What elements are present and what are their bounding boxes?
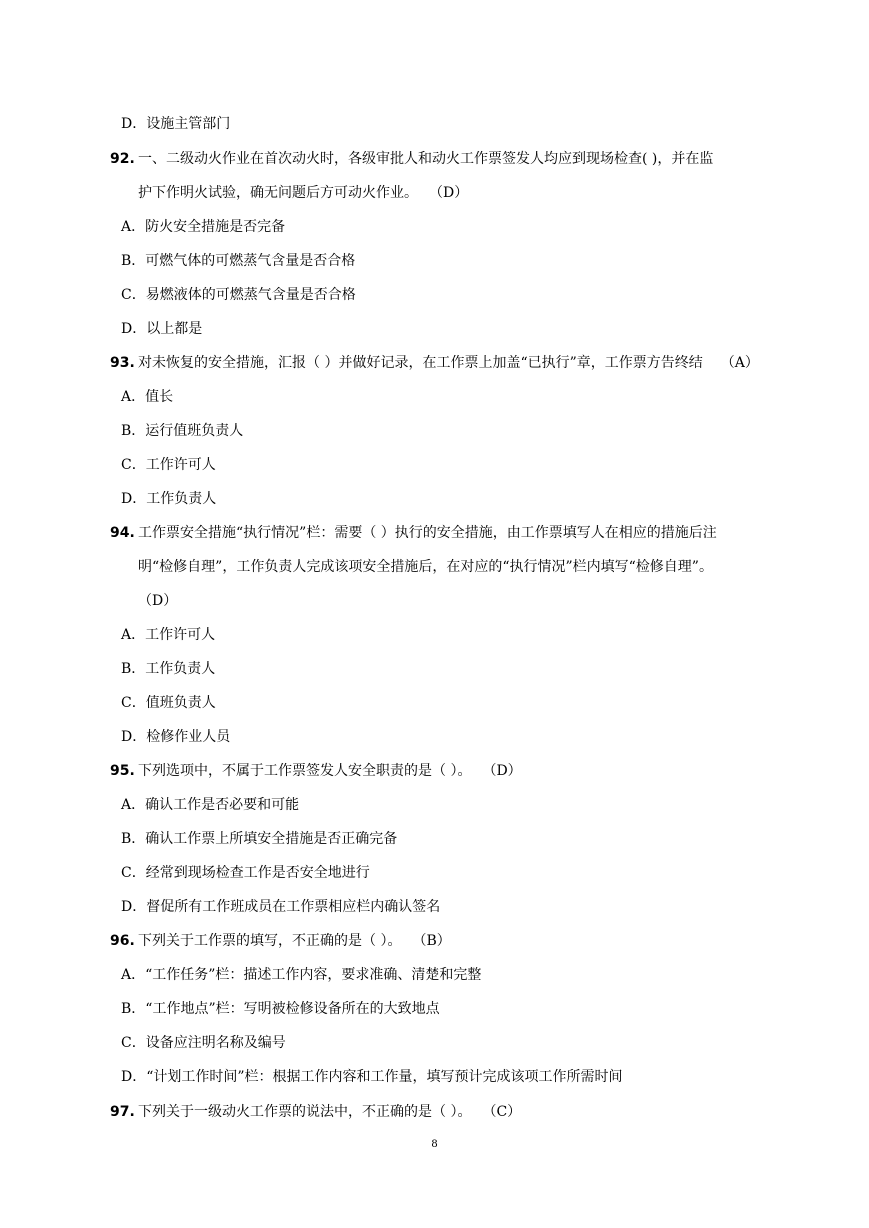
option-text: D．以上都是 (121, 321, 203, 337)
option-text: D．设施主管部门 (121, 116, 231, 132)
option-text: B．可燃气体的可燃蒸气含量是否合格 (121, 253, 356, 269)
answer-key: （A） (720, 355, 759, 371)
question-number: 95. (110, 763, 135, 779)
question-text: 一、二级动火作业在首次动火时，各级审批人和动火工作票签发人均应到现场检查( )，并在监 (138, 151, 714, 167)
question-line (0, 148, 869, 170)
option-line (0, 454, 869, 476)
option-line (0, 726, 869, 748)
option-text: B．运行值班负责人 (121, 423, 244, 439)
option-text: D．督促所有工作班成员在工作票相应栏内确认签名 (121, 899, 441, 915)
answer-key: （D） (489, 763, 522, 779)
option-text: C．易燃液体的可燃蒸气含量是否合格 (121, 287, 356, 303)
question-text: 下列选项中，不属于工作票签发人安全职责的是（ ）。 (138, 763, 472, 779)
option-line (0, 624, 869, 646)
option-text: D．检修作业人员 (121, 729, 231, 745)
option-line (0, 794, 869, 816)
question-line (0, 1101, 869, 1123)
option-line (0, 113, 869, 135)
answer-key: （C） (489, 1104, 522, 1120)
question-text: 下列关于一级动火工作票的说法中，不正确的是（ ）。 (138, 1104, 472, 1120)
option-line (0, 386, 869, 408)
option-text: B．确认工作票上所填安全措施是否正确完备 (121, 831, 398, 847)
option-text: D．工作负责人 (121, 491, 217, 507)
option-line (0, 420, 869, 442)
option-line (0, 896, 869, 918)
question-text: 工作票安全措施“执行情况”栏：需要（ ）执行的安全措施，由工作票填写人在相应的措施后注 (138, 525, 717, 541)
option-text: A．工作许可人 (121, 627, 216, 643)
answer-key: （B） (419, 933, 451, 949)
answer-key: （D） (436, 185, 469, 201)
question-number: 92. (110, 151, 135, 167)
question-number: 97. (110, 1104, 135, 1120)
option-line (0, 488, 869, 510)
option-line (0, 1032, 869, 1054)
question-continuation (0, 556, 869, 578)
question-number: 96. (110, 933, 135, 949)
question-continuation (0, 182, 869, 204)
option-line (0, 828, 869, 850)
question-continuation (0, 590, 869, 612)
option-text: B．“工作地点”栏：写明被检修设备所在的大致地点 (121, 1001, 440, 1017)
option-line (0, 284, 869, 306)
page-number: 8 (431, 1136, 438, 1150)
option-text: A．值长 (121, 389, 174, 405)
option-line (0, 318, 869, 340)
option-line (0, 1066, 869, 1088)
option-line (0, 998, 869, 1020)
option-text: C．设备应注明名称及编号 (121, 1035, 286, 1051)
option-line (0, 250, 869, 272)
question-text: （D） (138, 593, 178, 609)
question-text: 护下作明火试验，确无问题后方可动火作业。 (138, 185, 418, 201)
question-number: 94. (110, 525, 135, 541)
question-text: 明“检修自理”，工作负责人完成该项安全措施后，在对应的“执行情况”栏内填写“检修自理”。 (138, 559, 713, 575)
option-text: B．工作负责人 (121, 661, 216, 677)
option-text: A．确认工作是否必要和可能 (121, 797, 300, 813)
question-text: 下列关于工作票的填写，不正确的是（ ）。 (138, 933, 402, 949)
question-line (0, 760, 869, 782)
option-text: A．“工作任务”栏：描述工作内容，要求准确、清楚和完整 (121, 967, 482, 983)
option-text: A．防火安全措施是否完备 (121, 219, 286, 235)
option-text: D．“计划工作时间”栏：根据工作内容和工作量，填写预计完成该项工作所需时间 (121, 1069, 623, 1085)
option-line (0, 658, 869, 680)
option-text: C．经常到现场检查工作是否安全地进行 (121, 865, 370, 881)
option-text: C．工作许可人 (121, 457, 216, 473)
question-number: 93. (110, 355, 135, 371)
option-line (0, 964, 869, 986)
option-line (0, 862, 869, 884)
question-text: 对未恢复的安全措施，汇报（ ）并做好记录，在工作票上加盖“已执行”章，工作票方告终结 (138, 355, 703, 371)
option-text: C．值班负责人 (121, 695, 216, 711)
option-line (0, 216, 869, 238)
option-line (0, 692, 869, 714)
question-line (0, 522, 869, 544)
question-line (0, 930, 869, 952)
question-line (0, 352, 869, 374)
